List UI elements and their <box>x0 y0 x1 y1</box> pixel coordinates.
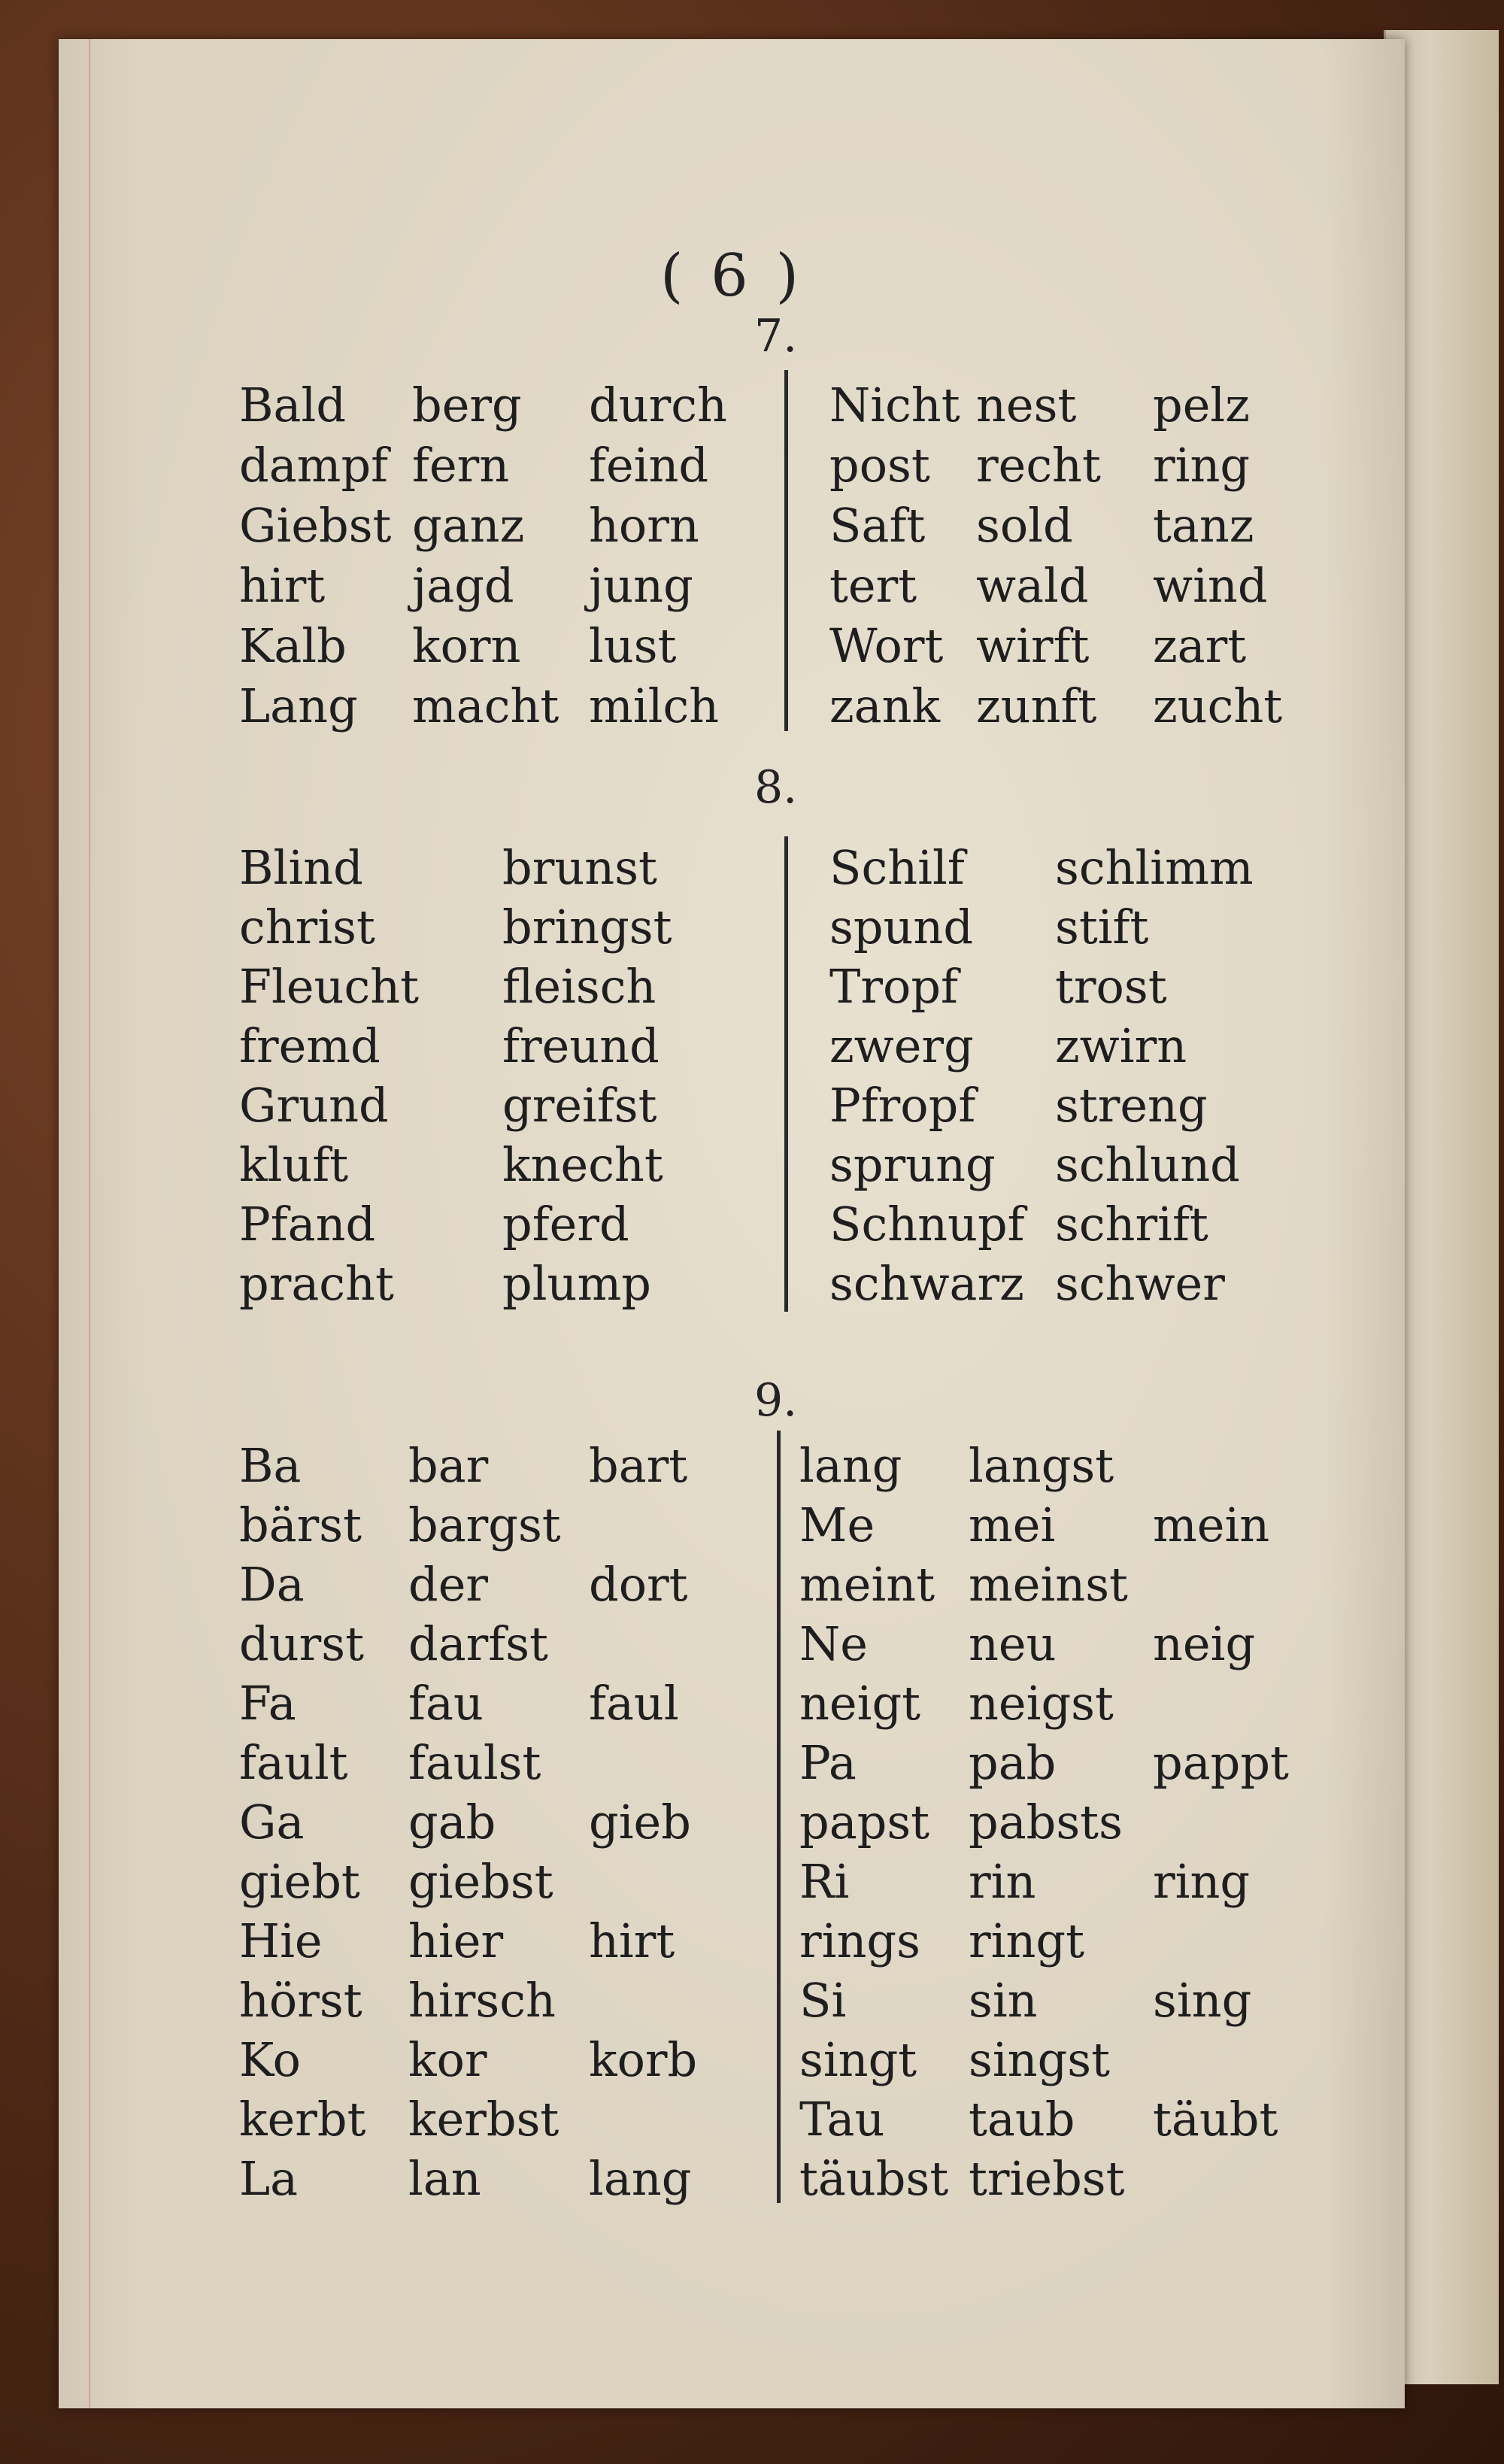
left-word: hirt <box>239 558 326 613</box>
right-word: sprung <box>829 1137 996 1192</box>
right-word: Tropf <box>829 959 958 1014</box>
column-divider <box>784 370 788 731</box>
right-word: rings <box>799 1913 920 1968</box>
left-word: gab <box>408 1795 496 1850</box>
right-word: schwer <box>1055 1256 1225 1311</box>
page-number: ( 6 ) <box>660 242 804 310</box>
left-word: kerbt <box>239 2092 366 2147</box>
right-word: Pfropf <box>829 1078 976 1133</box>
left-word: macht <box>412 678 559 733</box>
right-word: schwarz <box>829 1256 1024 1311</box>
left-word: Hie <box>239 1913 323 1968</box>
left-word: dampf <box>239 438 389 493</box>
right-word: Nicht <box>829 378 960 432</box>
left-word: faul <box>589 1676 679 1731</box>
right-word: täubt <box>1153 2092 1278 2147</box>
right-word: taub <box>969 2092 1075 2147</box>
left-word: gieb <box>589 1795 691 1850</box>
right-word: sing <box>1153 1973 1252 2028</box>
right-word: pab <box>969 1735 1057 1790</box>
left-word: milch <box>589 678 720 733</box>
right-word: schrift <box>1055 1197 1208 1252</box>
right-word: tert <box>829 558 917 613</box>
left-word: lang <box>589 2151 692 2206</box>
right-word: mein <box>1153 1498 1270 1552</box>
right-word: spund <box>829 900 974 954</box>
left-word: feind <box>589 438 709 493</box>
right-word: zank <box>829 678 941 733</box>
left-word: knecht <box>502 1137 663 1192</box>
left-word: Fleucht <box>239 959 420 1014</box>
left-word: pferd <box>502 1197 629 1252</box>
section-number: 8. <box>754 761 798 814</box>
left-word: hörst <box>239 1973 362 2028</box>
right-word: wald <box>976 558 1089 613</box>
right-word: zart <box>1153 618 1247 673</box>
left-word: der <box>408 1557 489 1612</box>
right-word: neu <box>969 1616 1057 1671</box>
left-word: Grund <box>239 1078 389 1133</box>
right-word: Saft <box>829 498 926 553</box>
left-word: dort <box>589 1557 688 1612</box>
left-word: freund <box>502 1018 660 1073</box>
left-word: Ba <box>239 1438 302 1493</box>
right-word: langst <box>969 1438 1114 1493</box>
left-word: La <box>239 2151 299 2206</box>
right-word: papst <box>799 1795 930 1850</box>
right-word: zucht <box>1153 678 1283 733</box>
right-word: triebst <box>969 2151 1125 2206</box>
left-word: Blind <box>239 840 363 895</box>
right-word: ring <box>1153 438 1251 493</box>
right-word: sin <box>969 1973 1038 2028</box>
left-word: Giebst <box>239 498 392 553</box>
left-word: Lang <box>239 678 358 733</box>
left-word: lan <box>408 2151 481 2206</box>
left-word: hirsch <box>408 1973 556 2028</box>
left-word: giebst <box>408 1854 553 1909</box>
left-word: pracht <box>239 1256 394 1311</box>
right-word: stift <box>1055 900 1149 954</box>
book-page <box>59 39 1405 2408</box>
right-word: post <box>829 438 930 493</box>
left-word: fau <box>408 1676 484 1731</box>
left-word: Ga <box>239 1795 305 1850</box>
right-word: neigt <box>799 1676 921 1731</box>
left-word: Da <box>239 1557 305 1612</box>
right-word: meinst <box>969 1557 1128 1612</box>
right-word: lang <box>799 1438 902 1493</box>
left-word: ganz <box>412 498 525 553</box>
right-word: neig <box>1153 1616 1256 1671</box>
section-number: 9. <box>754 1374 798 1427</box>
left-word: jagd <box>412 558 514 613</box>
right-word: Pa <box>799 1735 857 1790</box>
right-word: schlimm <box>1055 840 1254 895</box>
left-word: giebt <box>239 1854 360 1909</box>
left-word: korb <box>589 2032 698 2087</box>
left-word: hirt <box>589 1913 675 1968</box>
left-word: fleisch <box>502 959 656 1014</box>
left-word: durst <box>239 1616 364 1671</box>
right-word: ringt <box>969 1913 1085 1968</box>
left-word: fremd <box>239 1018 381 1073</box>
right-word: pappt <box>1153 1735 1289 1790</box>
left-word: durch <box>589 378 727 432</box>
left-word: kerbst <box>408 2092 559 2147</box>
right-word: nest <box>976 378 1077 432</box>
left-word: horn <box>589 498 699 553</box>
right-word: schlund <box>1055 1137 1240 1192</box>
left-word: korn <box>412 618 521 673</box>
left-word: bar <box>408 1438 489 1493</box>
left-word: faulst <box>408 1735 541 1790</box>
right-word: zwerg <box>829 1018 974 1073</box>
right-word: ring <box>1153 1854 1251 1909</box>
right-word: recht <box>976 438 1101 493</box>
right-word: Si <box>799 1973 847 2028</box>
right-word: rin <box>969 1854 1036 1909</box>
left-word: bargst <box>408 1498 561 1552</box>
column-divider <box>777 1431 781 2203</box>
right-word: Ri <box>799 1854 850 1909</box>
left-word: brunst <box>502 840 657 895</box>
right-word: Me <box>799 1498 875 1552</box>
left-word: hier <box>408 1913 504 1968</box>
left-word: darfst <box>408 1616 548 1671</box>
right-word: pabsts <box>969 1795 1123 1850</box>
left-word: Bald <box>239 378 347 432</box>
page-edge-lines <box>59 39 90 2408</box>
right-word: singt <box>799 2032 917 2087</box>
left-word: fern <box>412 438 510 493</box>
right-word: zwirn <box>1055 1018 1187 1073</box>
right-word: streng <box>1055 1078 1208 1133</box>
right-word: neigst <box>969 1676 1114 1731</box>
right-word: Tau <box>799 2092 885 2147</box>
left-word: kluft <box>239 1137 349 1192</box>
column-divider <box>784 836 788 1312</box>
left-word: bringst <box>502 900 672 954</box>
left-word: bärst <box>239 1498 362 1552</box>
right-word: wirft <box>976 618 1090 673</box>
left-word: christ <box>239 900 375 954</box>
left-word: jung <box>589 558 693 613</box>
right-word: pelz <box>1153 378 1250 432</box>
left-word: Kalb <box>239 618 347 673</box>
left-word: Fa <box>239 1676 296 1731</box>
left-word: greifst <box>502 1078 657 1133</box>
left-word: bart <box>589 1438 688 1493</box>
right-word: zunft <box>976 678 1097 733</box>
left-word: Ko <box>239 2032 301 2087</box>
right-word: mei <box>969 1498 1056 1552</box>
left-word: berg <box>412 378 522 432</box>
left-word: lust <box>589 618 677 673</box>
right-word: Wort <box>829 618 944 673</box>
right-word: tanz <box>1153 498 1254 553</box>
right-word: täubst <box>799 2151 949 2206</box>
right-word: meint <box>799 1557 935 1612</box>
right-word: wind <box>1153 558 1268 613</box>
right-word: trost <box>1055 959 1167 1014</box>
right-word: Schilf <box>829 840 965 895</box>
right-word: Ne <box>799 1616 868 1671</box>
left-word: Pfand <box>239 1197 376 1252</box>
left-word: plump <box>502 1256 651 1311</box>
left-word: kor <box>408 2032 487 2087</box>
left-word: fault <box>239 1735 348 1790</box>
section-number: 7. <box>754 310 798 363</box>
right-word: sold <box>976 498 1073 553</box>
right-word: Schnupf <box>829 1197 1025 1252</box>
right-word: singst <box>969 2032 1110 2087</box>
